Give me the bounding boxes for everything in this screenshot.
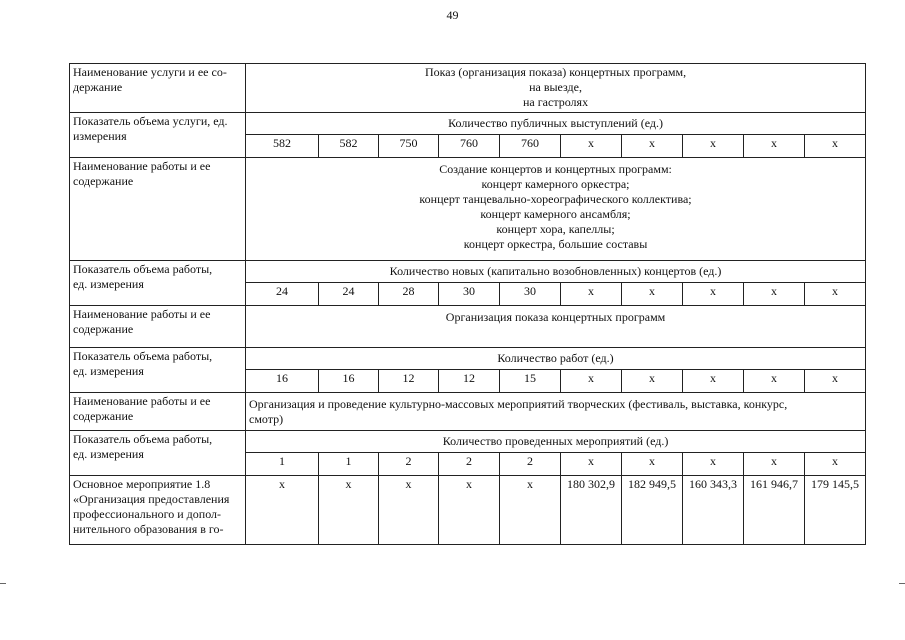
value-cell: х: [246, 476, 319, 545]
value-cell: 2: [439, 453, 500, 476]
amount-cell: 161 946,7: [744, 476, 805, 545]
page-number: 49: [446, 8, 459, 22]
amount-cell: 182 949,5: [622, 476, 683, 545]
table-row: [70, 393, 866, 431]
label-line: профессионального и допол-: [73, 507, 222, 521]
value-cell: х: [683, 370, 744, 393]
label-line: Наименование работы и ее: [73, 159, 211, 173]
value-cell: 582: [319, 135, 379, 158]
label-line: содержание: [73, 409, 134, 423]
scan-edge-mark: [899, 583, 905, 584]
value-cell: х: [561, 135, 622, 158]
table-row: [70, 158, 866, 261]
value-cell: х: [683, 453, 744, 476]
value-cell: 30: [439, 283, 500, 306]
value-cell: 24: [319, 283, 379, 306]
row-label: [70, 476, 246, 545]
value-cell: х: [439, 476, 500, 545]
row-label: [70, 431, 246, 476]
label-line: ед. измерения: [73, 447, 144, 461]
content-line: концерт камерного ансамбля;: [480, 207, 631, 221]
value-cell: 30: [500, 283, 561, 306]
label-line: Показатель объема услуги, ед.: [73, 114, 228, 128]
label-line: держание: [73, 80, 123, 94]
content-line: концерт хора, капеллы;: [496, 222, 615, 236]
content-line: Организация и проведение культурно-массовых мероприятий творческих (фестиваль, выставка, конкурс,: [249, 397, 788, 411]
indicator-heading: Количество публичных выступлений (ед.): [246, 113, 866, 135]
value-cell: 750: [379, 135, 439, 158]
value-cell: 2: [379, 453, 439, 476]
label-line: содержание: [73, 322, 134, 336]
row-label: [70, 261, 246, 306]
value-cell: х: [622, 370, 683, 393]
value-cell: х: [622, 283, 683, 306]
work-content: [246, 158, 866, 261]
value-cell: 28: [379, 283, 439, 306]
row-label: [70, 158, 246, 261]
value-cell: х: [683, 283, 744, 306]
value-cell: х: [561, 453, 622, 476]
row-label: [70, 348, 246, 393]
value-cell: 760: [500, 135, 561, 158]
label-line: Показатель объема работы,: [73, 349, 213, 363]
value-cell: х: [319, 476, 379, 545]
value-cell: х: [561, 283, 622, 306]
value-cell: 16: [319, 370, 379, 393]
label-line: ед. измерения: [73, 277, 144, 291]
label-line: Показатель объема работы,: [73, 432, 213, 446]
program-table: [69, 63, 866, 545]
content-line: концерт оркестра, большие составы: [463, 237, 648, 251]
indicator-heading: Количество работ (ед.): [246, 348, 866, 370]
value-cell: х: [561, 370, 622, 393]
value-cell: 760: [439, 135, 500, 158]
content-line: Создание концертов и концертных программ:: [439, 162, 672, 176]
value-cell: х: [622, 135, 683, 158]
value-cell: х: [744, 370, 805, 393]
content-line: смотр): [249, 412, 284, 426]
label-line: содержание: [73, 174, 134, 188]
value-cell: х: [744, 283, 805, 306]
indicator-heading: Количество проведенных мероприятий (ед.): [246, 431, 866, 453]
label-line: нительного образования в го-: [73, 522, 224, 536]
label-line: Основное мероприятие 1.8: [73, 477, 211, 491]
value-cell: х: [805, 370, 866, 393]
table-row: [70, 348, 866, 370]
label-line: «Организация предоставления: [73, 492, 230, 506]
value-cell: х: [683, 135, 744, 158]
table-row: [70, 306, 866, 348]
table-row: [70, 261, 866, 283]
value-cell: х: [805, 283, 866, 306]
label-line: Наименование услуги и ее со-: [73, 65, 227, 79]
table-row: [70, 64, 866, 113]
label-line: Наименование работы и ее: [73, 394, 211, 408]
amount-cell: 179 145,5: [805, 476, 866, 545]
value-cell: х: [622, 453, 683, 476]
label-line: ед. измерения: [73, 364, 144, 378]
value-cell: х: [500, 476, 561, 545]
value-cell: х: [744, 453, 805, 476]
label-line: Показатель объема работы,: [73, 262, 213, 276]
value-cell: х: [805, 453, 866, 476]
table-row: [70, 431, 866, 453]
value-cell: 12: [439, 370, 500, 393]
value-cell: 2: [500, 453, 561, 476]
value-cell: 582: [246, 135, 319, 158]
table-row: [70, 476, 866, 545]
indicator-heading: Количество новых (капитально возобновленных) концертов (ед.): [246, 261, 866, 283]
value-cell: х: [379, 476, 439, 545]
value-cell: х: [744, 135, 805, 158]
service-content: [246, 64, 866, 113]
scan-edge-mark: [0, 583, 6, 584]
content-line: Показ (организация показа) концертных программ,: [424, 65, 687, 79]
amount-cell: 160 343,3: [683, 476, 744, 545]
value-cell: 1: [246, 453, 319, 476]
row-label: [70, 306, 246, 348]
row-label: [70, 64, 246, 113]
content-line: на гастролях: [523, 95, 589, 109]
amount-cell: 180 302,9: [561, 476, 622, 545]
content-line: концерт танцевально-хореографического коллектива;: [419, 192, 692, 206]
value-cell: 1: [319, 453, 379, 476]
label-line: измерения: [73, 129, 127, 143]
value-cell: 16: [246, 370, 319, 393]
value-cell: 24: [246, 283, 319, 306]
value-cell: 12: [379, 370, 439, 393]
row-label: [70, 393, 246, 431]
content-line: на выезде,: [529, 80, 582, 94]
label-line: Наименование работы и ее: [73, 307, 211, 321]
value-cell: 15: [500, 370, 561, 393]
work-content: [246, 306, 866, 348]
content-line: Организация показа концертных программ: [445, 310, 666, 324]
table-row: [70, 113, 866, 135]
value-cell: х: [805, 135, 866, 158]
content-line: концерт камерного оркестра;: [481, 177, 630, 191]
row-label: [70, 113, 246, 158]
work-content: [246, 393, 866, 431]
